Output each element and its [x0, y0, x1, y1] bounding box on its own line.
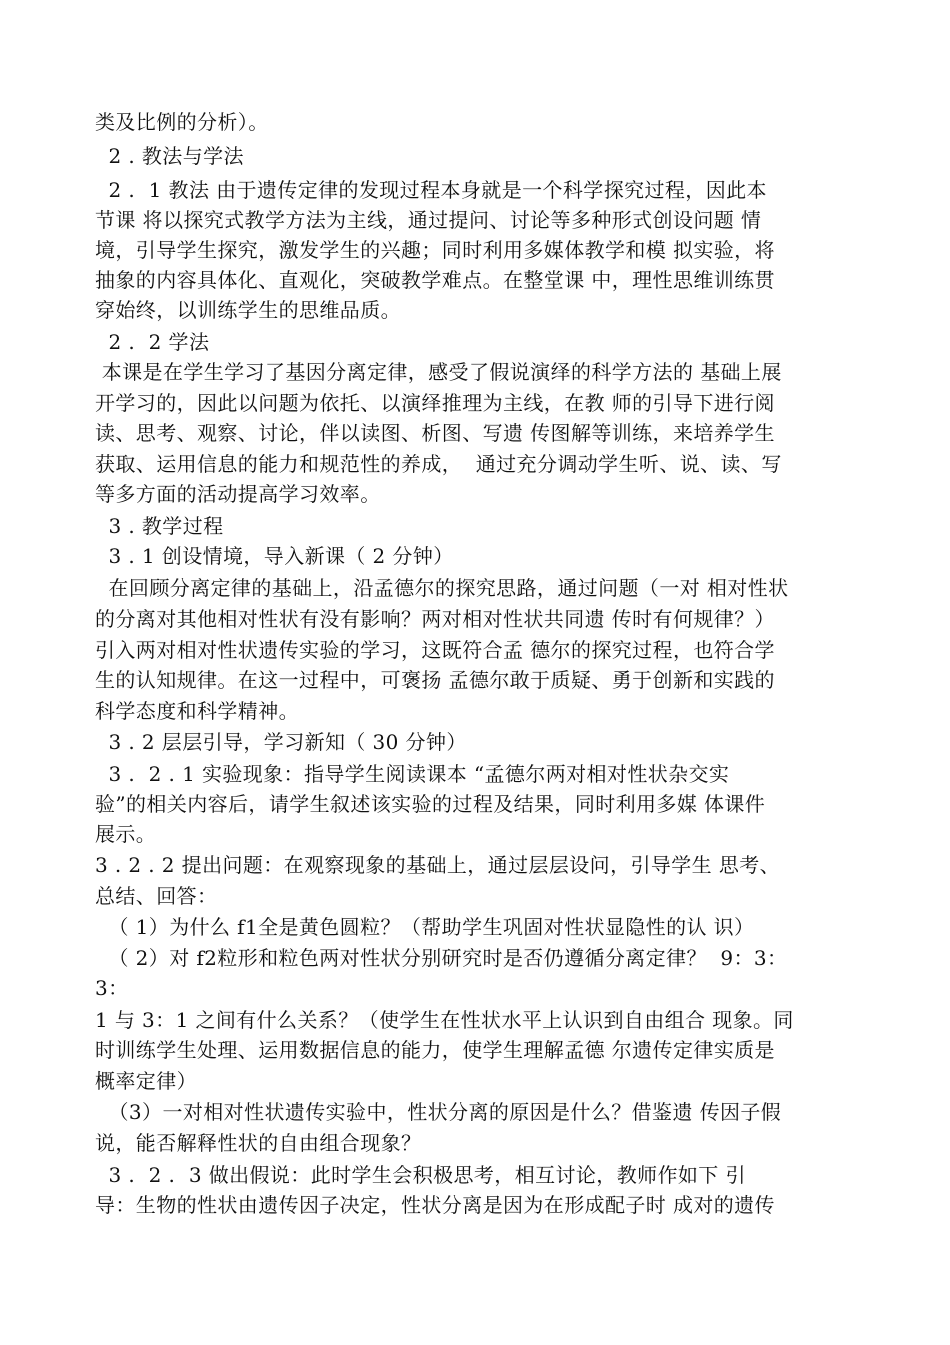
text-line-22: 3 . 2 . 1 实验现象：指导学生阅读课本 “孟德尔两对相对性状杂交实 [95, 762, 730, 786]
text-line-32: 概率定律） [95, 1069, 197, 1093]
text-line-13: 等多方面的活动提高学习效率。 [95, 482, 381, 506]
text-line-3: 2 . 1 教法 由于遗传定律的发现过程本身就是一个科学探究过程，因此本 [95, 178, 767, 202]
section-heading-2: 2 . 教法与学法 [95, 144, 244, 168]
text-line-25: 3 . 2 . 2 提出问题：在观察现象的基础上，通过层层设问，引导学生 思考、 [95, 853, 781, 877]
text-line-29: 3： [95, 976, 129, 1000]
section-heading-3: 3 . 教学过程 [95, 514, 224, 538]
text-line-19: 生的认知规律。在这一过程中，可褒扬 孟德尔敢于质疑、勇于创新和实践的 [95, 668, 775, 692]
section-heading-3-2: 3 . 2 层层引导，学习新知（ 30 分钟） [95, 730, 467, 754]
text-line-4: 节课 将以探究式教学方法为主线，通过提问、讨论等多种形式创设问题 情 [95, 208, 762, 232]
text-line-30: 1 与 3：1 之间有什么关系？（使学生在性状水平上认识到自由组合 现象。同 [95, 1008, 794, 1032]
text-line-16: 在回顾分离定律的基础上，沿孟德尔的探究思路，通过问题（一对 相对性状 [95, 576, 789, 600]
text-line-10: 开学习的，因此以问题为依托、以演绎推理为主线，在教 师的引导下进行阅 [95, 391, 775, 415]
text-line-23: 验”的相关内容后，请学生叙述该实验的过程及结果，同时利用多媒 体课件 [95, 792, 766, 816]
text-line-35: 3 . 2 . 3 做出假说：此时学生会积极思考，相互讨论，教师作如下 引 [95, 1163, 746, 1187]
question-1: （ 1）为什么 f1全是黄色圆粒？（帮助学生巩固对性状显隐性的认 识） [95, 915, 755, 939]
text-line-18: 引入两对相对性状遗传实验的学习，这既符合孟 德尔的探究过程，也符合学 [95, 638, 775, 662]
text-line-7: 穿始终，以训练学生的思维品质。 [95, 298, 401, 322]
text-line-12: 获取、运用信息的能力和规范性的养成， 通过充分调动学生听、说、读、写 [95, 452, 782, 476]
text-line-20: 科学态度和科学精神。 [95, 699, 299, 723]
text-line-34: 说，能否解释性状的自由组合现象？ [95, 1131, 422, 1155]
section-heading-2-2: 2 . 2 学法 [95, 330, 210, 354]
question-3: （3）一对相对性状遗传实验中，性状分离的原因是什么？借鉴遗 传因子假 [95, 1100, 782, 1124]
text-line-5: 境，引导学生探究，激发学生的兴趣；同时利用多媒体教学和模 拟实验，将 [95, 238, 775, 262]
text-line-17: 的分离对其他相对性状有没有影响？两对相对性状共同遗 传时有何规律？） [95, 607, 775, 631]
text-line-24: 展示。 [95, 822, 157, 846]
section-heading-3-1: 3 . 1 创设情境，导入新课（ 2 分钟） [95, 544, 454, 568]
text-line-11: 读、思考、观察、讨论，伴以读图、析图、写遗 传图解等训练，来培养学生 [95, 421, 775, 445]
text-line-26: 总结、回答： [95, 884, 218, 908]
text-line-36: 导：生物的性状由遗传因子决定，性状分离是因为在形成配子时 成对的遗传 [95, 1193, 775, 1217]
question-2: （ 2）对 f2粒形和粒色两对性状分别研究时是否仍遵循分离定律？ 9：3： [95, 946, 788, 970]
text-line-31: 时训练学生处理、运用数据信息的能力，使学生理解孟德 尔遗传定律实质是 [95, 1038, 775, 1062]
text-line-9: 本课是在学生学习了基因分离定律，感受了假说演绎的科学方法的 基础上展 [95, 360, 782, 384]
text-line-6: 抽象的内容具体化、直观化，突破教学难点。在整堂课 中，理性思维训练贯 [95, 268, 775, 292]
text-line-1: 类及比例的分析）。 [95, 110, 269, 134]
